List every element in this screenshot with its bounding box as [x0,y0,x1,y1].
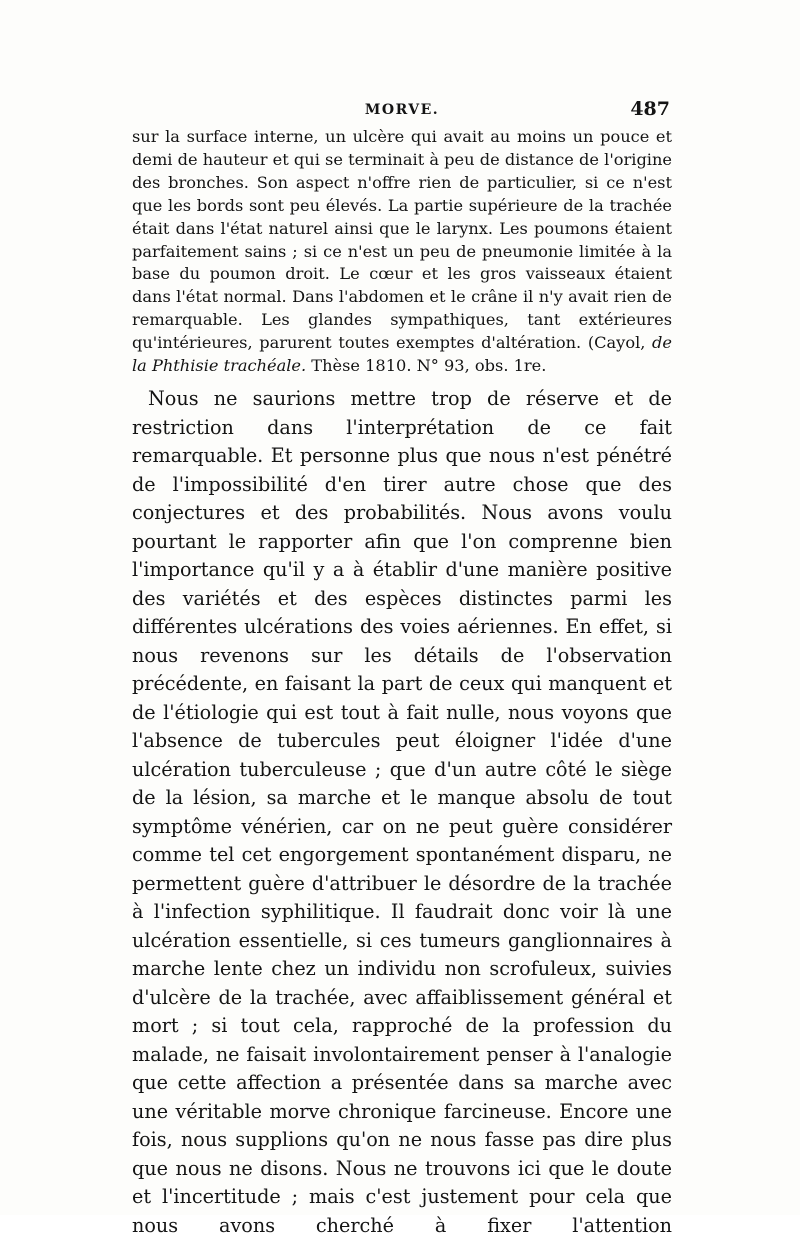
body-paragraph: Nous ne saurions mettre trop de réserve et de restriction dans l'interprétation de ce fait remarquable. Et personne plus que nous n'est pénétré de l'impossibilité d'en tirer autre chose que des conjectures et des probabilités. Nous avons voulu pourtant le rapporter afin que l'on comprenne bien l'importance qu'il y a à établir d'une manière positive des variétés et des espèces distinctes parmi les différentes ulcérations des voies aériennes. En effet, si nous revenons sur les détails de l'observation précédente, en faisant la part de ceux qui manquent et de l'étiologie qui est tout à fait nulle, nous voyons que l'absence de tubercules peut éloigner l'idée d'une ulcération tuberculeuse ; que d'un autre côté le siège de la lésion, sa marche et le manque absolu de tout symptôme vénérien, car on ne peut guère considérer comme tel cet engorgement spontanément disparu, ne permettent guère d'attribuer le désordre de la trachée à l'infection syphilitique. Il faudrait donc voir là une ulcération essentielle, si ces tumeurs ganglionnaires à marche lente chez un individu non scrofuleux, suivies d'ulcère de la trachée, avec affaiblissement général et mort ; si tout cela, rapproché de la profession du malade, ne faisait involontairement penser à l'analogie que cette affection a présentée dans sa marche avec une véritable morve chronique farcineuse. Encore une fois, nous supplions qu'on ne nous fasse pas dire plus que nous ne disons. Nous ne trouvons ici que le doute et l'incertitude ; mais c'est justement pour cela que nous avons cherché à fixer l'attention [132,387,672,1237]
note-citation: Thèse 1810. N° 93, obs. 1re. [306,356,547,376]
running-title: MORVE. [364,102,440,118]
page-number: 487 [630,98,670,120]
running-head [132,98,672,122]
note-italic-title: de la Phthisie trachéale. [132,333,672,376]
note-text: sur la surface interne, un ulcère qui avait au moins un pouce et demi de hauteur et qui se terminait à peu de distance de l'origine des bronches. Son aspect n'offre rien de particulier, si ce n'est que les bords sont peu élevés. La partie supérieure de la trachée était dans l'état naturel ainsi que le larynx. Les poumons étaient parfaitement sains ; si ce n'est un peu de pneumonie limitée à la base du poumon droit. Le cœur et les gros vaisseaux étaient dans l'état normal. Dans l'abdomen et le crâne il n'y avait rien de remarquable. Les glandes sympathiques, tant extérieures qu'intérieures, parurent toutes exemptes d'altération. (Cayol, [132,127,672,353]
case-report-note [132,126,672,378]
